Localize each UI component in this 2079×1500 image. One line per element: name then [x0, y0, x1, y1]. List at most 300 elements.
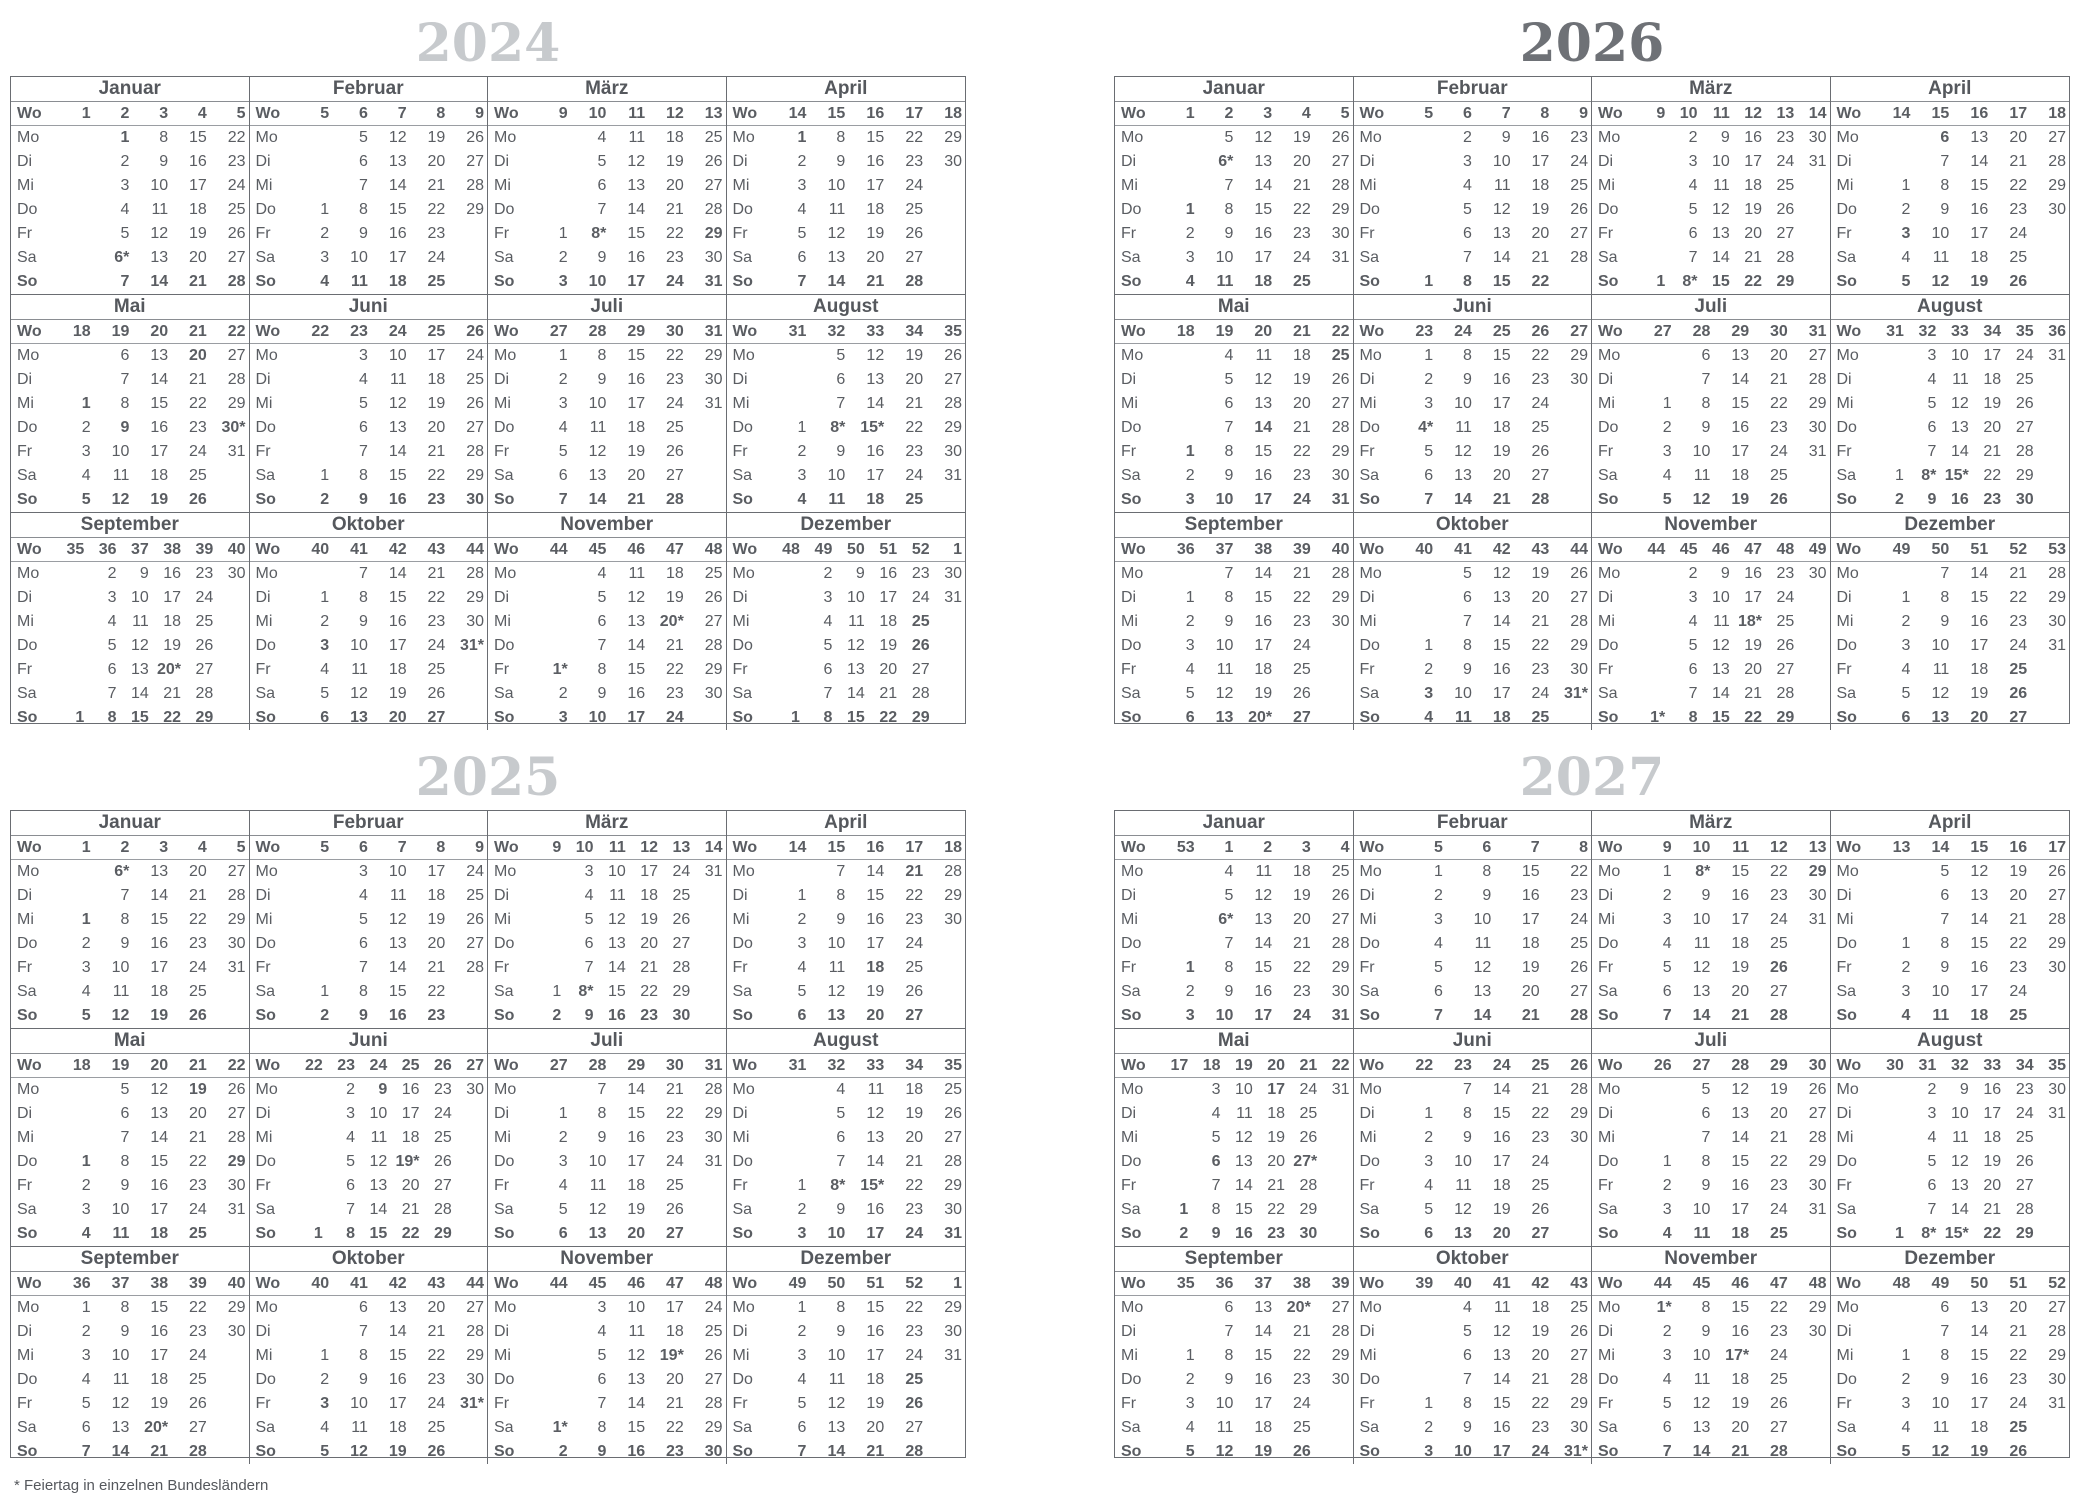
day-row-sa — [11, 246, 249, 270]
day-cell: 9 — [1463, 1419, 1472, 1436]
day-row-do — [1831, 932, 2070, 956]
day-cell: 28 — [704, 637, 723, 654]
day-cell: 30 — [672, 1007, 691, 1024]
day-cell: 10 — [1931, 637, 1950, 654]
day-cell — [1398, 1368, 1437, 1392]
day-cell: 11 — [1455, 1177, 1472, 1194]
weekday-label: Di — [494, 887, 510, 904]
day-cell: 1 — [797, 1177, 807, 1194]
day-cell — [933, 610, 965, 634]
day-cell: 8* — [830, 1177, 846, 1194]
day-cell: 6 — [1927, 1177, 1937, 1194]
day-row-di — [1115, 368, 1353, 392]
weekday-label: Do — [1359, 201, 1380, 218]
day-cell: 9 — [1940, 201, 1950, 218]
day-cell: 28 — [1331, 177, 1350, 194]
day-cell: 9 — [836, 1323, 846, 1340]
day-cell — [1314, 1416, 1353, 1440]
day-cell: 19 — [866, 1395, 885, 1412]
day-cell: 16 — [1254, 225, 1273, 242]
day-cell: 7 — [1463, 1371, 1472, 1388]
day-cell: 20 — [1293, 153, 1311, 170]
week-number: 39 — [1293, 541, 1311, 558]
day-cell — [926, 270, 965, 294]
day-cell: 14 — [627, 1081, 646, 1098]
day-cell — [1875, 908, 1914, 932]
day-cell — [1320, 1222, 1352, 1246]
day-cell: 7 — [1224, 935, 1234, 952]
week-number: 6 — [359, 839, 368, 856]
day-cell: 27 — [1331, 395, 1350, 412]
weekday-label: Sa — [1598, 1419, 1618, 1436]
day-cell: 1 — [1185, 1347, 1195, 1364]
day-cell: 30 — [1808, 1323, 1827, 1340]
day-cell: 4 — [320, 661, 330, 678]
weekday-label: So — [1598, 491, 1619, 508]
day-cell — [1791, 956, 1830, 980]
day-row-mo — [727, 1296, 966, 1320]
day-cell: 27 — [195, 661, 214, 678]
day-cell: 15* — [1944, 1225, 1969, 1242]
weekday-label: Mo — [1121, 1299, 1144, 1316]
day-cell: 29 — [433, 1225, 452, 1242]
weekday-label: Mi — [1121, 911, 1138, 928]
day-cell: 26 — [466, 129, 485, 146]
weekday-label: Sa — [1359, 1419, 1380, 1436]
day-cell: 15 — [1970, 1347, 1989, 1364]
day-cell: 6* — [1218, 911, 1234, 928]
day-cell: 9 — [1701, 1177, 1711, 1194]
day-cell: 13 — [866, 1129, 885, 1146]
day-cell — [771, 682, 803, 706]
day-cell: 12 — [369, 1153, 388, 1170]
day-row-di — [1115, 1102, 1353, 1126]
month-name: März — [1592, 811, 1830, 836]
week-label: Wo — [494, 839, 519, 856]
day-cell: 22 — [1570, 863, 1588, 880]
day-cell: 18 — [1970, 1419, 1989, 1436]
weekday-label: So — [732, 1225, 753, 1242]
day-cell: 8 — [120, 1153, 130, 1170]
week-number: 40 — [227, 541, 246, 558]
day-cell: 21 — [1293, 1323, 1311, 1340]
day-cell: 26 — [466, 911, 485, 928]
week-number: 8 — [1579, 839, 1588, 856]
day-cell: 9 — [1224, 613, 1234, 630]
day-cell: 31 — [1331, 1007, 1350, 1024]
day-cell — [216, 706, 248, 730]
day-cell: 20 — [189, 1105, 207, 1122]
day-cell: 13 — [130, 661, 149, 678]
month-januar — [1115, 811, 1354, 1029]
month-juni — [250, 1029, 489, 1247]
day-cell: 23 — [1983, 491, 2002, 508]
day-cell: 17 — [388, 637, 407, 654]
day-cell: 8 — [836, 1299, 846, 1316]
day-cell: 21 — [189, 887, 207, 904]
weekday-label: Mi — [1359, 1347, 1377, 1364]
day-cell: 9 — [597, 249, 607, 266]
day-cell: 24 — [1770, 911, 1788, 928]
day-cell — [532, 1078, 571, 1102]
day-cell: 5 — [1901, 273, 1911, 290]
day-cell — [55, 610, 87, 634]
day-cell: 19 — [1983, 1153, 2002, 1170]
day-cell — [693, 884, 725, 908]
day-cell: 25 — [189, 983, 207, 1000]
day-row-mi — [1592, 610, 1830, 634]
day-cell: 20 — [1744, 661, 1762, 678]
day-cell: 13 — [388, 1299, 407, 1316]
week-number: 32 — [1918, 323, 1937, 340]
day-cell: 7 — [1927, 1201, 1937, 1218]
weekday-label: Mi — [255, 613, 273, 630]
day-cell: 22 — [1531, 637, 1550, 654]
day-cell: 11 — [1474, 935, 1492, 952]
day-cell: 22 — [2009, 177, 2028, 194]
day-cell: 7 — [1424, 491, 1434, 508]
weekday-label: Sa — [1836, 249, 1857, 266]
day-cell: 14 — [1950, 1201, 1969, 1218]
month-name: Februar — [1354, 77, 1592, 102]
weekday-label: Fr — [732, 959, 748, 976]
day-cell — [687, 1198, 726, 1222]
day-cell — [2030, 246, 2069, 270]
day-cell: 15 — [1254, 201, 1273, 218]
day-cell: 29 — [227, 395, 246, 412]
day-cell: 23 — [1770, 887, 1788, 904]
day-cell: 28 — [466, 1323, 485, 1340]
day-cell: 16 — [1531, 129, 1550, 146]
weekday-label: Fr — [255, 1177, 271, 1194]
day-cell — [1159, 1126, 1191, 1150]
weekday-label: Di — [494, 1323, 510, 1340]
day-cell: 28 — [2048, 911, 2067, 928]
week-number-row — [11, 836, 249, 860]
weekday-label: Sa — [732, 467, 753, 484]
weekday-label: Mo — [255, 863, 278, 880]
week-number: 22 — [1415, 1057, 1434, 1074]
day-cell: 19 — [150, 1395, 169, 1412]
day-cell: 8 — [1701, 1153, 1711, 1170]
day-cell: 11 — [351, 1419, 368, 1436]
day-row-mi — [1592, 174, 1830, 198]
day-cell: 31 — [1808, 153, 1827, 170]
weekday-label: Mo — [1121, 129, 1144, 146]
day-cell: 11 — [112, 467, 130, 484]
weekday-label: So — [1359, 709, 1380, 726]
day-cell: 2 — [552, 1007, 562, 1024]
day-cell: 14 — [388, 443, 407, 460]
week-number: 31 — [1918, 1057, 1937, 1074]
weekday-label: Fr — [1836, 1395, 1852, 1412]
day-cell: 22 — [427, 1347, 446, 1364]
day-cell: 12 — [827, 225, 846, 242]
day-cell: 30* — [221, 419, 246, 436]
weekday-label: Di — [1598, 887, 1614, 904]
week-number: 48 — [1776, 541, 1795, 558]
day-cell: 28 — [1331, 419, 1350, 436]
week-number: 6 — [1482, 839, 1492, 856]
day-cell: 10 — [1692, 1347, 1711, 1364]
day-row-mi — [1831, 610, 2070, 634]
day-cell — [532, 126, 571, 150]
weekday-label: Mo — [1359, 129, 1382, 146]
day-cell: 31 — [227, 959, 246, 976]
day-cell: 25 — [704, 565, 723, 582]
weekday-label: Sa — [1121, 467, 1141, 484]
day-cell: 27 — [704, 1371, 723, 1388]
day-cell: 31 — [1808, 443, 1827, 460]
day-cell: 16 — [1744, 129, 1762, 146]
day-cell: 7 — [1224, 1323, 1234, 1340]
day-cell — [1875, 150, 1914, 174]
day-row-fr — [488, 1174, 726, 1198]
day-cell — [55, 198, 94, 222]
weekday-label: So — [1121, 491, 1142, 508]
day-cell: 8 — [823, 709, 833, 726]
day-cell: 6 — [1224, 395, 1234, 412]
day-cell: 19 — [627, 443, 646, 460]
weekday-label: Fr — [494, 443, 510, 460]
month-name: September — [11, 513, 249, 538]
day-row-do — [250, 932, 488, 956]
week-number: 15 — [1970, 839, 1989, 856]
day-cell: 25 — [1331, 347, 1350, 364]
weekday-label: Do — [1359, 637, 1380, 654]
day-cell — [532, 198, 571, 222]
week-number: 42 — [388, 1275, 407, 1292]
day-cell: 5 — [558, 1201, 568, 1218]
day-cell: 28 — [1808, 371, 1827, 388]
day-row-so — [727, 1004, 966, 1028]
day-cell — [1636, 682, 1668, 706]
week-number: 8 — [436, 839, 446, 856]
day-cell: 3 — [558, 1153, 568, 1170]
day-row-mo — [727, 126, 966, 150]
week-number: 33 — [1950, 323, 1969, 340]
day-cell: 20 — [627, 467, 646, 484]
day-cell: 16 — [150, 935, 169, 952]
day-cell: 30 — [1331, 1371, 1350, 1388]
weekday-label: Mi — [494, 1129, 511, 1146]
month-name: April — [1831, 77, 2070, 102]
day-cell: 23 — [2015, 1081, 2034, 1098]
day-cell: 22 — [1983, 1225, 2002, 1242]
weekday-label: So — [255, 491, 276, 508]
day-cell: 4 — [797, 201, 807, 218]
week-number: 39 — [1331, 1275, 1350, 1292]
day-cell: 20 — [2009, 887, 2028, 904]
day-cell: 30 — [227, 935, 246, 952]
week-number: 21 — [189, 323, 207, 340]
day-cell — [1552, 464, 1591, 488]
day-cell — [933, 682, 965, 706]
day-cell: 16 — [607, 1007, 626, 1024]
day-cell: 6 — [836, 1129, 846, 1146]
weekday-label: Di — [494, 1105, 510, 1122]
week-number: 11 — [628, 105, 646, 122]
day-cell: 19 — [150, 491, 169, 508]
week-number: 6 — [1463, 105, 1472, 122]
day-cell: 16 — [1731, 1323, 1750, 1340]
weekday-label: Mo — [1121, 347, 1144, 364]
day-cell: 3 — [107, 589, 117, 606]
weekday-label: Fr — [17, 443, 33, 460]
day-cell: 13 — [1492, 225, 1511, 242]
day-cell: 27 — [905, 1419, 924, 1436]
day-cell: 26 — [2009, 273, 2028, 290]
week-number: 49 — [1931, 1275, 1950, 1292]
week-label: Wo — [1598, 105, 1623, 122]
week-number: 29 — [1731, 323, 1750, 340]
day-cell: 5 — [320, 1443, 330, 1460]
day-row-do — [727, 416, 966, 440]
day-cell: 9 — [855, 565, 865, 582]
day-cell: 20* — [144, 1419, 169, 1436]
weekday-label: Do — [1359, 1153, 1380, 1170]
week-number: 18 — [944, 105, 963, 122]
day-row-fr — [11, 440, 249, 464]
day-cell: 5 — [1224, 129, 1234, 146]
day-cell — [55, 884, 94, 908]
day-cell: 1 — [320, 589, 330, 606]
day-row-fr — [1831, 222, 2070, 246]
day-cell — [294, 1296, 333, 1320]
day-cell: 25 — [1299, 1105, 1318, 1122]
weekday-label: Fr — [494, 1177, 510, 1194]
day-cell — [2037, 368, 2069, 392]
day-cell — [210, 464, 249, 488]
day-cell: 28 — [1331, 935, 1350, 952]
day-row-fr — [1831, 1174, 2070, 1198]
day-cell: 29 — [2048, 589, 2067, 606]
weekday-label: Mo — [494, 347, 517, 364]
day-cell: 31* — [1563, 685, 1589, 702]
day-cell: 6 — [797, 1419, 807, 1436]
week-label: Wo — [1598, 1057, 1623, 1074]
day-row-sa — [1592, 1416, 1830, 1440]
day-row-so — [250, 1222, 488, 1246]
day-cell — [1552, 1222, 1591, 1246]
day-cell: 23 — [666, 685, 684, 702]
day-row-mo — [1592, 562, 1830, 586]
week-number: 5 — [320, 839, 330, 856]
week-number: 50 — [1970, 1275, 1989, 1292]
day-cell — [1636, 198, 1668, 222]
day-row-sa — [1115, 1416, 1353, 1440]
day-cell — [2030, 980, 2069, 1004]
week-number: 3 — [159, 105, 169, 122]
day-row-di — [11, 1102, 249, 1126]
day-cell: 26 — [905, 225, 924, 242]
day-cell: 14 — [1731, 371, 1750, 388]
day-cell: 22 — [640, 983, 658, 1000]
day-cell — [926, 222, 965, 246]
day-cell — [1398, 1344, 1437, 1368]
day-cell: 29 — [466, 1347, 485, 1364]
weekday-label: Di — [255, 153, 271, 170]
day-cell: 17 — [1254, 637, 1273, 654]
weekday-label: Di — [1836, 153, 1852, 170]
day-cell: 5 — [81, 1395, 91, 1412]
day-cell: 26 — [704, 589, 723, 606]
day-cell: 2 — [1424, 371, 1434, 388]
day-cell: 16 — [150, 1323, 169, 1340]
day-cell: 2 — [1901, 201, 1911, 218]
day-cell: 12 — [1473, 959, 1492, 976]
day-cell: 24 — [1299, 1081, 1318, 1098]
day-cell: 6 — [584, 935, 594, 952]
day-cell: 29 — [1331, 201, 1350, 218]
day-cell: 3 — [320, 1395, 330, 1412]
month-name: September — [1115, 513, 1353, 538]
day-cell — [2030, 1416, 2069, 1440]
day-cell: 3 — [81, 1347, 91, 1364]
day-cell: 11 — [390, 371, 407, 388]
month-april — [1831, 77, 2070, 295]
weekday-label: Fr — [1359, 443, 1375, 460]
day-cell: 30 — [704, 249, 723, 266]
weekday-label: Fr — [494, 959, 510, 976]
day-cell: 1* — [552, 661, 568, 678]
day-row-fr — [11, 956, 249, 980]
day-cell: 26 — [672, 911, 691, 928]
month-märz — [1592, 77, 1831, 295]
weekday-label: Mo — [255, 565, 278, 582]
day-cell: 20 — [1492, 1225, 1511, 1242]
weekday-label: Mo — [1359, 1299, 1382, 1316]
day-cell: 21 — [1770, 371, 1788, 388]
day-cell: 1 — [791, 709, 800, 726]
day-cell: 19 — [1744, 201, 1762, 218]
day-cell: 27 — [905, 249, 924, 266]
month-name: November — [1592, 513, 1830, 538]
day-cell — [532, 1344, 571, 1368]
day-row-mi — [1115, 392, 1353, 416]
day-cell: 10 — [1692, 443, 1711, 460]
day-cell — [1791, 1004, 1830, 1028]
day-cell: 3 — [797, 467, 807, 484]
day-cell: 28 — [905, 1443, 924, 1460]
day-row-di — [488, 586, 726, 610]
weekday-label: Fr — [255, 443, 271, 460]
day-row-di — [1115, 884, 1353, 908]
weekday-label: Sa — [1359, 1201, 1380, 1218]
day-cell: 8 — [359, 467, 368, 484]
day-cell: 29 — [466, 201, 485, 218]
day-cell: 23 — [427, 491, 446, 508]
day-cell: 3 — [1185, 1395, 1195, 1412]
day-row-mi — [727, 908, 966, 932]
day-cell: 12 — [350, 685, 368, 702]
week-number: 52 — [2048, 1275, 2067, 1292]
day-cell — [55, 222, 94, 246]
day-cell: 4 — [823, 613, 833, 630]
day-cell: 19 — [627, 1201, 646, 1218]
weekday-label: Mo — [17, 863, 40, 880]
day-cell: 22 — [1531, 1105, 1550, 1122]
week-label: Wo — [255, 105, 281, 122]
day-cell: 3 — [359, 863, 368, 880]
week-number: 18 — [1202, 1057, 1221, 1074]
week-number: 53 — [2048, 541, 2067, 558]
day-cell: 7 — [1940, 1323, 1950, 1340]
weekday-label: So — [255, 1443, 276, 1460]
day-cell: 12 — [1950, 1153, 1969, 1170]
week-number: 41 — [1454, 541, 1472, 558]
day-cell — [1797, 706, 1829, 730]
